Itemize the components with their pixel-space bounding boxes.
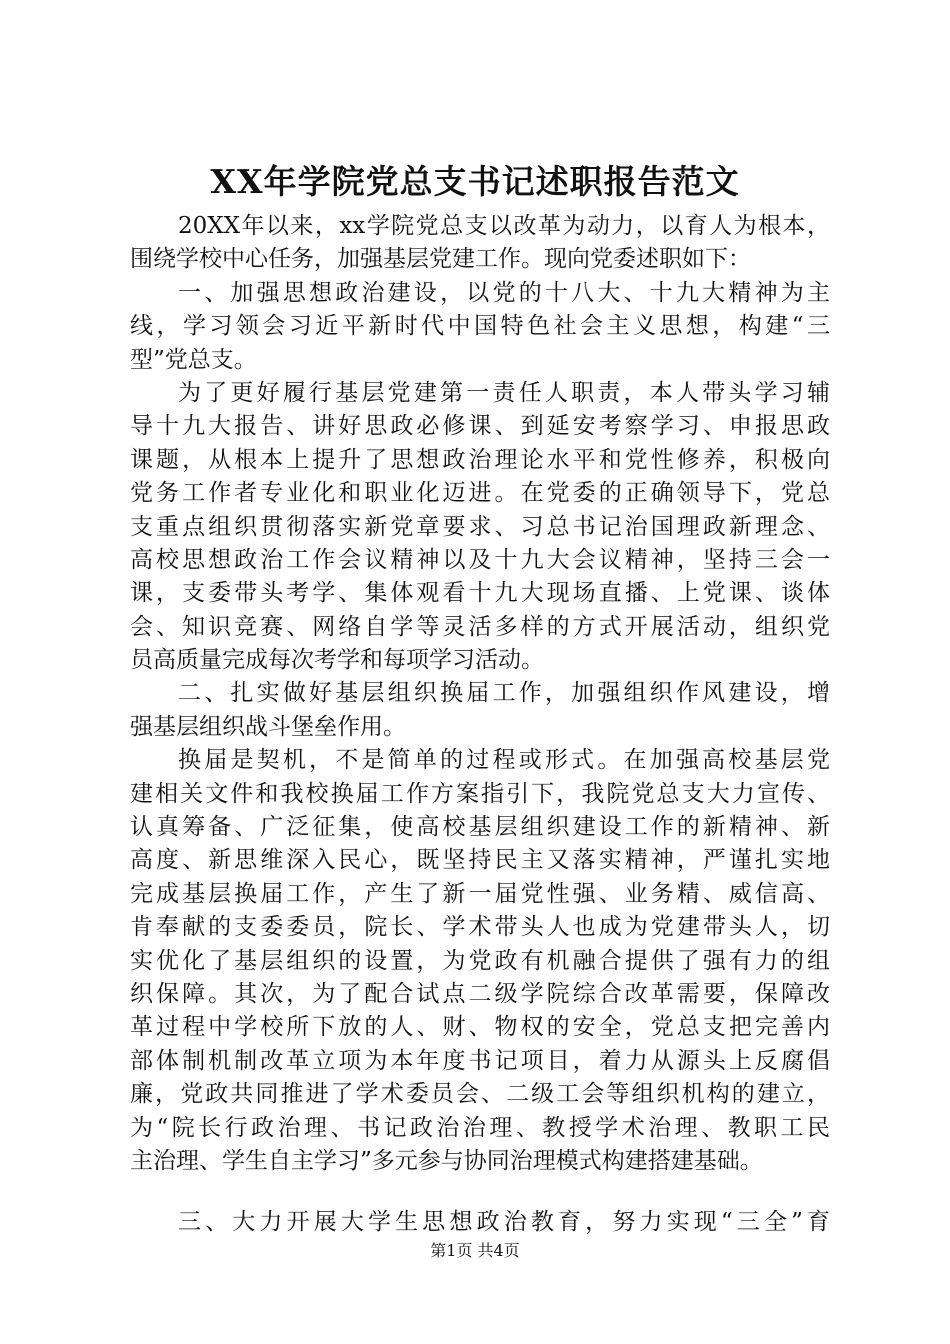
- document-title: XX年学院党总支书记述职报告范文: [210, 162, 740, 201]
- body-text-line: 围绕学校中心任务，加强基层党建工作。现向党委述职如下：: [130, 246, 751, 273]
- body-text-line: 20XX年以来，xx学院党总支以改革为动力，以育人为根本，: [178, 213, 830, 239]
- body-text-line: 课题，从根本上提升了思想政治理论水平和党性修养，积极向: [130, 446, 830, 473]
- body-text-line: 织保障。其次，为了配合试点二级学院综合改革需要，保障改: [130, 980, 830, 1007]
- body-text-line: 主治理、学生自主学习”多元参与协同治理模式构建搭建基础。: [130, 1147, 763, 1174]
- body-text-line: 支重点组织贯彻落实新党章要求、习总书记治国理政新理念、: [130, 513, 830, 540]
- body-text-line: 高度、新思维深入民心，既坚持民主又落实精神，严谨扎实地: [130, 847, 830, 874]
- body-text-line: 党务工作者专业化和职业化迈进。在党委的正确领导下，党总: [130, 480, 830, 507]
- body-text-line: 一、加强思想政治建设，以党的十八大、十九大精神为主: [178, 279, 830, 306]
- body-text-line: 廉，党政共同推进了学术委员会、二级工会等组织机构的建立，: [130, 1081, 830, 1108]
- body-text-line: 肯奉献的支委委员，院长、学术带头人也成为党建带头人，切: [130, 914, 830, 941]
- body-text-line: 会、知识竞赛、网络自学等灵活多样的方式开展活动，组织党: [130, 613, 830, 640]
- body-text-line: 二、扎实做好基层组织换届工作，加强组织作风建设，增: [178, 680, 830, 707]
- body-text-line: 革过程中学校所下放的人、财、物权的安全，党总支把完善内: [130, 1014, 830, 1041]
- body-text-line: 完成基层换届工作，产生了新一届党性强、业务精、威信高、: [130, 880, 830, 907]
- body-text-line: 导十九大报告、讲好思政必修课、到延安考察学习、申报思政: [130, 413, 830, 440]
- body-text-line: 部体制机制改革立项为本年度书记项目，着力从源头上反腐倡: [130, 1047, 830, 1074]
- body-text-line: 课，支委带头考学、集体观看十九大现场直播、上党课、谈体: [130, 580, 830, 607]
- body-text-line: 认真筹备、广泛征集，使高校基层组织建设工作的新精神、新: [130, 814, 830, 841]
- body-text-line: 实优化了基层组织的设置，为党政有机融合提供了强有力的组: [130, 947, 830, 974]
- document-body: [130, 210, 830, 1240]
- body-text-line: 为“院长行政治理、书记政治治理、教授学术治理、教职工民: [130, 1114, 830, 1141]
- body-text-line: 型”党总支。: [130, 346, 257, 373]
- body-text-line: 换届是契机，不是简单的过程或形式。在加强高校基层党: [178, 747, 830, 774]
- body-text-line: 线，学习领会习近平新时代中国特色社会主义思想，构建“三: [130, 313, 830, 340]
- body-text-line: 建相关文件和我校换届工作方案指引下，我院党总支大力宣传、: [130, 780, 830, 807]
- body-text-line: 强基层组织战斗堡垒作用。: [130, 713, 406, 740]
- paragraph-gap: [130, 1178, 830, 1206]
- body-text-line: 高校思想政治工作会议精神以及十九大会议精神，坚持三会一: [130, 546, 830, 573]
- body-text-line: 三、大力开展大学生思想政治教育，努力实现“三全”育: [178, 1209, 830, 1236]
- body-text-line: 为了更好履行基层党建第一责任人职责，本人带头学习辅: [178, 379, 830, 406]
- page-footer: 第1页 共4页: [430, 1241, 520, 1260]
- body-text-line: 员高质量完成每次考学和每项学习活动。: [130, 647, 544, 674]
